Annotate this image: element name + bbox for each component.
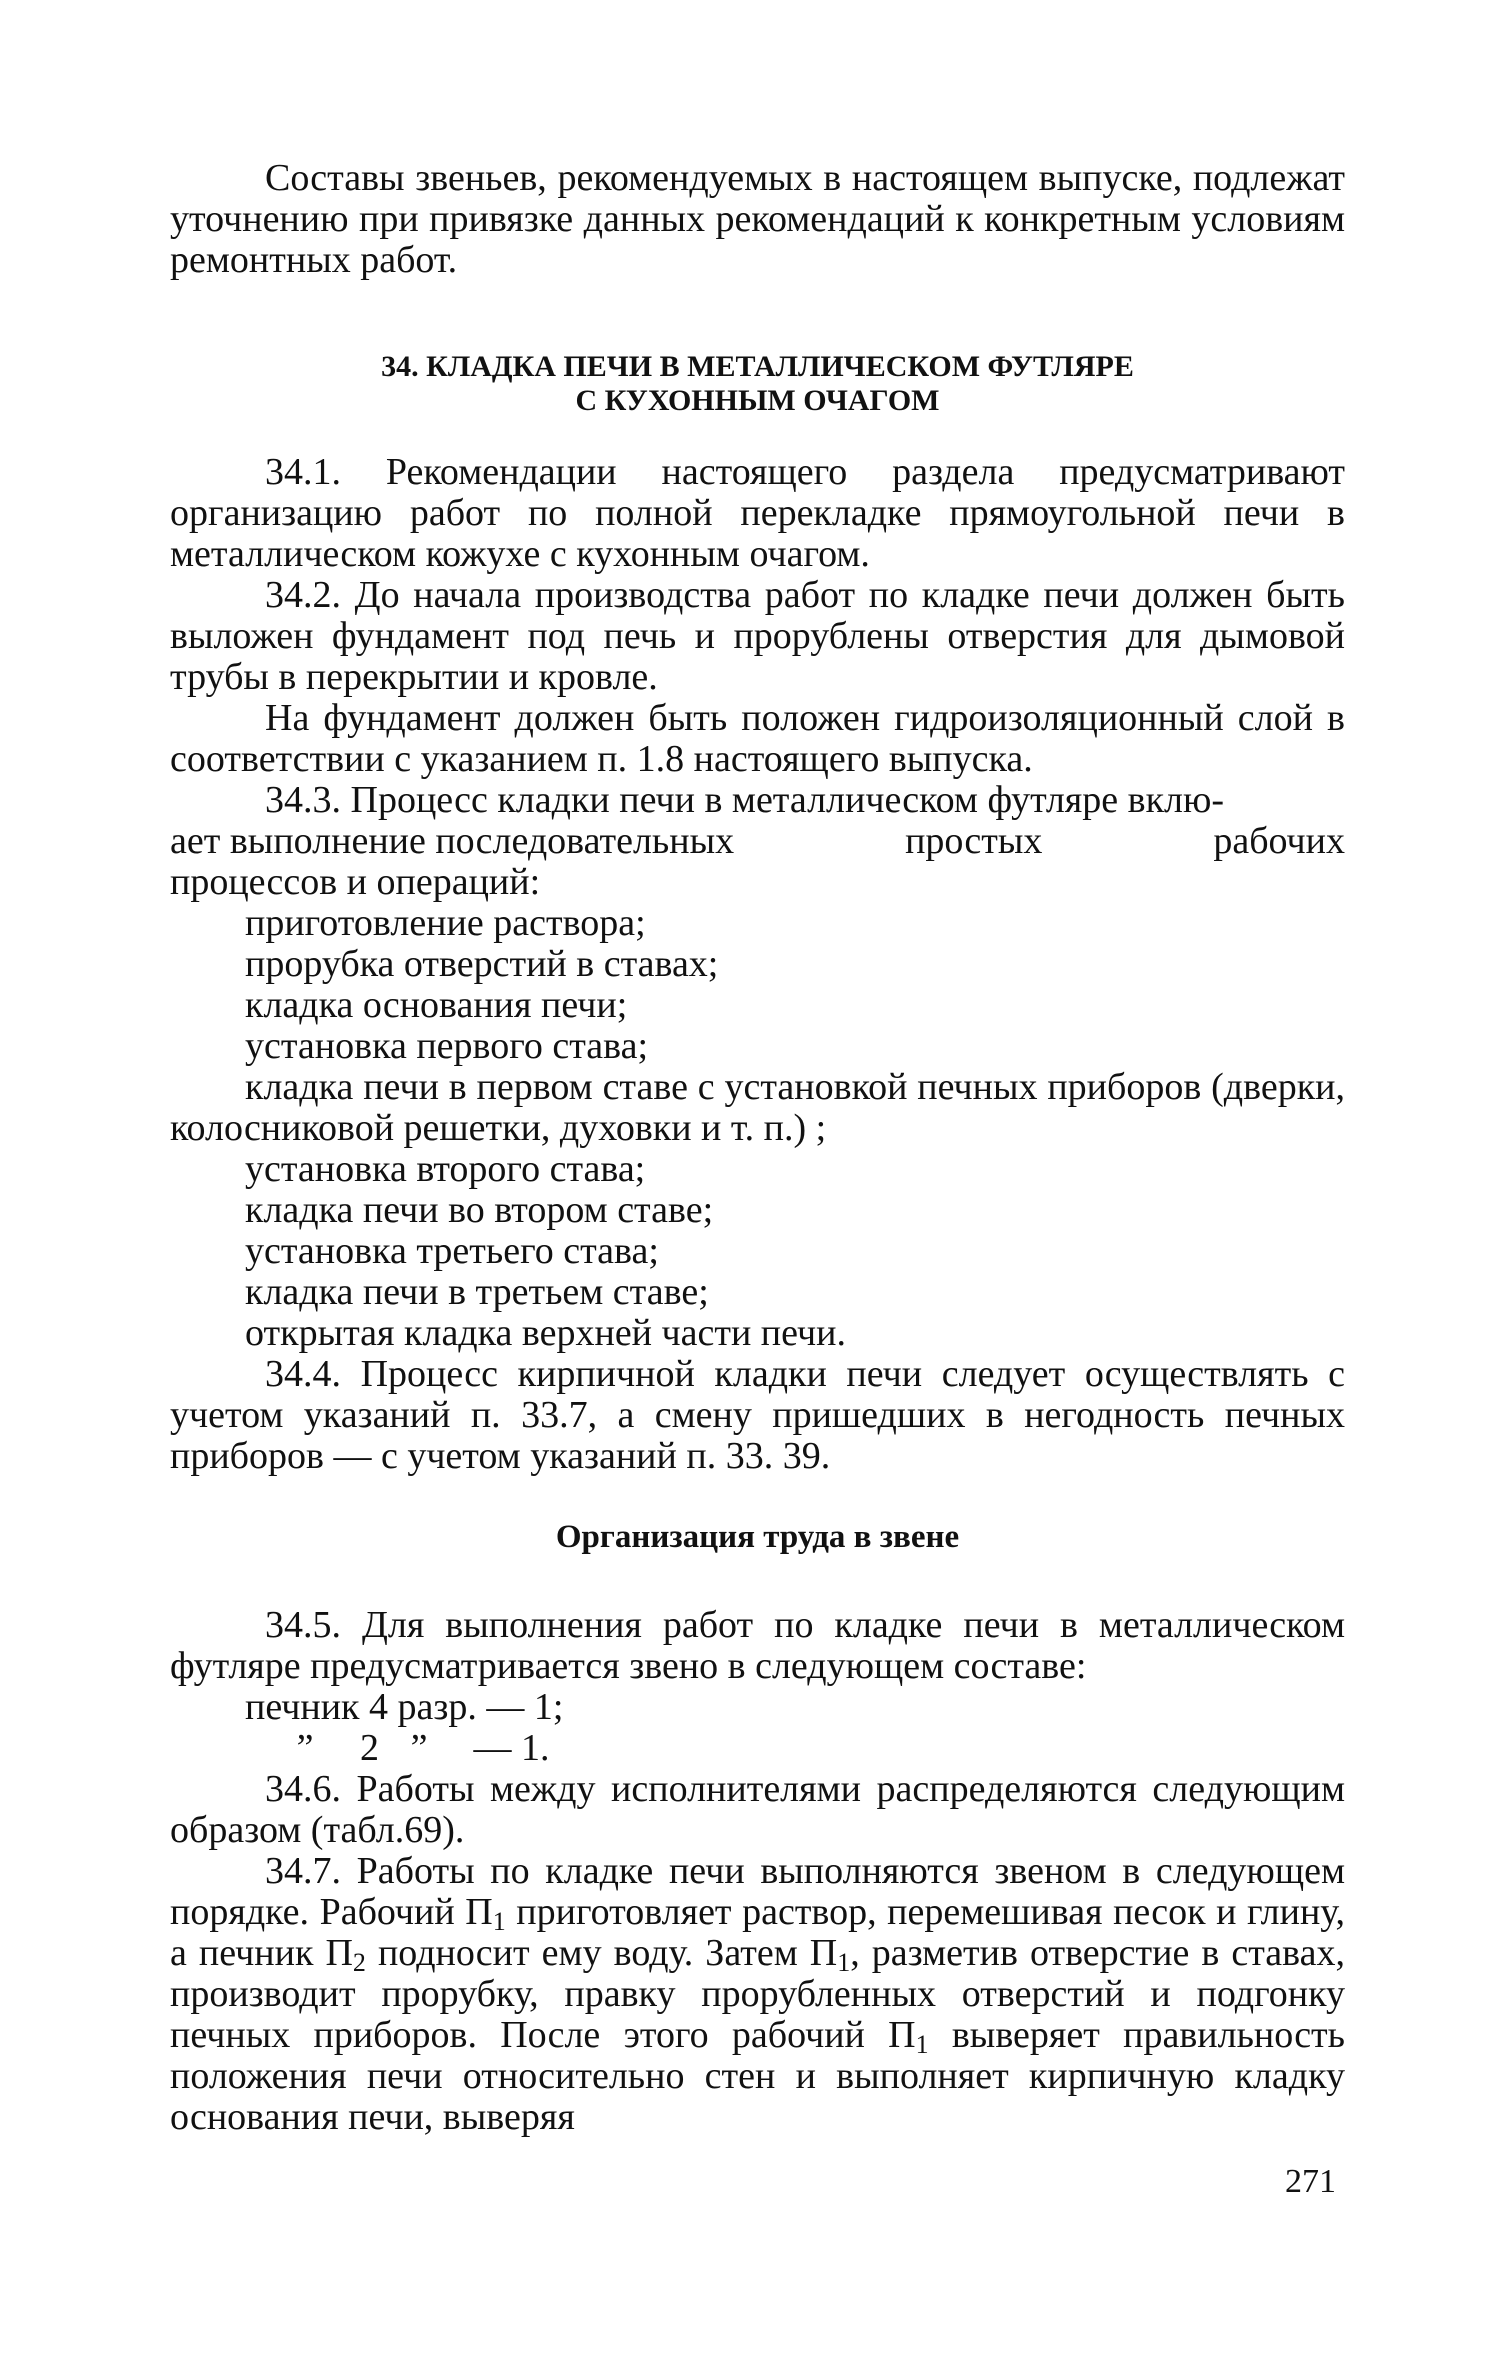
crew-line-2 <box>170 1728 1345 1769</box>
spread-part-1: ает выполнение последовательных <box>170 820 735 862</box>
list-item: кладка печи во втором ставе; <box>245 1189 714 1231</box>
list-item: кладка основания печи; <box>245 984 628 1026</box>
page-number: 271 <box>1285 2163 1336 2200</box>
paragraph-34-1: 34.1. Рекомендации настоящего раздела предусматривают организацию работ по полной перекладке прямоугольной печи в металлическом кожухе с кухонным очагом. <box>170 451 1345 575</box>
list-item: прорубка отверстий в ставах; <box>245 943 719 985</box>
crew-grade: 2 <box>360 1727 379 1769</box>
paragraph-34-3-head: 34.3. Процесс кладки печи в металлическом футляре вклю- <box>265 779 1225 821</box>
text-run: подносит ему воду. Затем П <box>365 1932 838 1974</box>
text-run: выверяет правильность положения печи относительно стен и выполняет кирпичную кладку основания печи, выверяя <box>170 2014 1345 2138</box>
list-item: приготовление раствора; <box>245 902 646 944</box>
ditto-mark: ” <box>296 1727 314 1769</box>
list-item: открытая кладка верхней части печи. <box>245 1312 847 1354</box>
list-item: кладка печи в третьем ставе; <box>245 1271 709 1313</box>
list-item: кладка печи в первом ставе с установкой печных приборов (дверки, колосниковой решетки, духовки и т. п.) ; <box>170 1066 1345 1149</box>
section-title <box>170 350 1345 418</box>
crew-line-1: печник 4 разр. — 1; <box>245 1686 564 1728</box>
crew-count: — 1. <box>473 1727 550 1769</box>
paragraph-34-5: 34.5. Для выполнения работ по кладке печи в металлическом футляре предусматривается звено в следующем составе: <box>170 1604 1345 1687</box>
spread-part-3: рабочих <box>1213 820 1345 862</box>
paragraph-34-3-spread-line <box>170 821 1345 862</box>
list-item: установка первого става; <box>245 1025 649 1067</box>
subsection-title: Организация труда в звене <box>555 1519 960 1555</box>
section-body <box>170 452 1345 1477</box>
paragraph-34-4: 34.4. Процесс кирпичной кладки печи следует осуществлять с учетом указаний п. 33.7, а смену пришедших в негодность печных приборов — с учетом указаний п. 33. 39. <box>170 1353 1345 1477</box>
paragraph-34-2: 34.2. До начала производства работ по кладке печи должен быть выложен фундамент под печь и прорублены отверстия для дымовой трубы в перекрытии и кровле. <box>170 574 1345 698</box>
subscript: 1 <box>492 1907 506 1936</box>
section-title-line1: 34. КЛАДКА ПЕЧИ В МЕТАЛЛИЧЕСКОМ ФУТЛЯРЕ <box>381 350 1134 383</box>
intro-block <box>170 158 1345 281</box>
list-item: установка третьего става; <box>245 1230 659 1272</box>
subsection-body <box>170 1605 1345 2138</box>
paragraph-34-2-foundation: На фундамент должен быть положен гидроизоляционный слой в соответствии с указанием п. 1.8 настоящего выпуска. <box>170 697 1345 780</box>
operations-list <box>170 903 1345 1354</box>
paragraph-34-3-tail: процессов и операций: <box>170 861 541 903</box>
paragraph-34-7 <box>170 1851 1345 2138</box>
subscript: 1 <box>837 1948 851 1977</box>
paragraph-34-6: 34.6. Работы между исполнителями распределяются следующим образом (табл.69). <box>170 1768 1345 1851</box>
section-title-line2: С КУХОННЫМ ОЧАГОМ <box>575 384 940 417</box>
list-item: установка второго става; <box>245 1148 646 1190</box>
text-run: 34.7. Работы по кладке печи выполняются звеном в следующем порядке. Рабочий П <box>170 1850 1345 1933</box>
text-run: приготовляет раствор, перемешивая песок и глину, а печник П <box>170 1891 1345 1974</box>
intro-paragraph: Составы звеньев, рекомендуемых в настоящем выпуске, подлежат уточнению при привязке данных рекомендаций к конкретным условиям ремонтных работ. <box>170 157 1345 281</box>
subscript: 2 <box>352 1948 366 1977</box>
text-run: , разметив отверстие в ставах, производит прорубку, правку прорубленных отверстий и подгонку печных приборов. После этого рабочий П <box>170 1932 1345 2056</box>
subscript: 1 <box>915 2030 929 2059</box>
ditto-mark: ” <box>410 1727 428 1769</box>
spread-part-2: простых <box>905 820 1043 862</box>
